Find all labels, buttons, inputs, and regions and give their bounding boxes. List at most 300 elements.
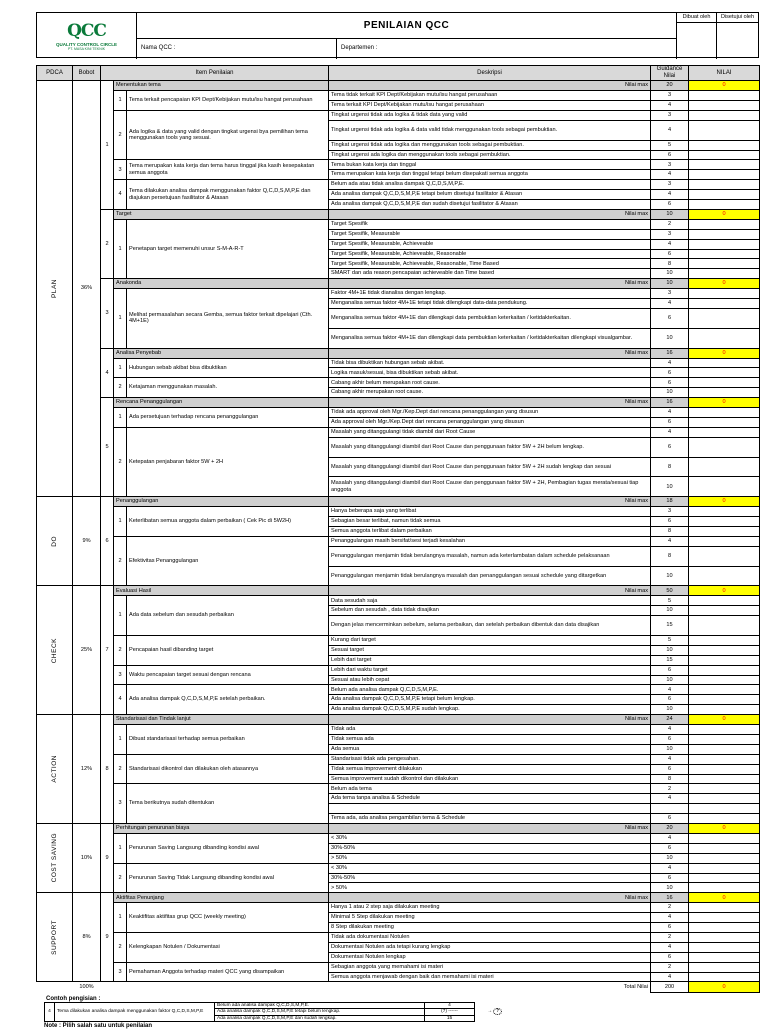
nilai-cell[interactable] — [689, 308, 760, 328]
description-cell: Semua anggota menjawab dengan baik dan memahami isi materi — [329, 972, 651, 982]
description-cell: Ada analisa dampak Q,C,D,S,M,P,E dan sudah disetujui fasilitator & Atasan — [329, 199, 651, 209]
signature-dibuat[interactable] — [676, 13, 716, 59]
item-number: 1 — [114, 507, 127, 537]
bobot-cell: 10% — [73, 823, 101, 892]
topic-row — [37, 715, 760, 725]
description-cell: Target Spesifik, Measurable, Achieveable — [329, 239, 651, 249]
guidance-cell: 3 — [651, 180, 689, 190]
nilai-cell[interactable] — [689, 507, 760, 517]
item-label: Tema dilakukan analisa dampak menggunakan faktor Q,C,D,S,M,P,E dan diajukan persetujuan fasilitator & Atasan — [127, 180, 329, 210]
nilai-cell[interactable] — [689, 199, 760, 209]
nilai-cell[interactable] — [689, 259, 760, 269]
item-label: Penurunan Saving Tidak Langsung dibanding kondisi awal — [127, 863, 329, 893]
topic-number: 9 — [101, 823, 114, 892]
guidance-cell: 4 — [651, 794, 689, 804]
guidance-cell: 6 — [651, 873, 689, 883]
description-cell: Tingkat urgensi ada logika dan menggunakan tools sebagai pembuktian. — [329, 150, 651, 160]
guidance-cell: 3 — [651, 229, 689, 239]
description-cell: > 50% — [329, 883, 651, 893]
description-cell: Belum ada tema — [329, 784, 651, 794]
description-cell: Tidak semua improvement dilakukan — [329, 764, 651, 774]
guidance-cell: 15 — [651, 655, 689, 665]
nilai-cell[interactable] — [689, 754, 760, 764]
nilai-cell[interactable] — [689, 219, 760, 229]
criteria-row — [37, 378, 760, 388]
guidance-cell: 6 — [651, 418, 689, 428]
item-number: 2 — [114, 635, 127, 665]
nilai-cell[interactable] — [689, 675, 760, 685]
description-cell: < 30% — [329, 863, 651, 873]
nilai-cell[interactable] — [689, 962, 760, 972]
nilai-cell[interactable] — [689, 517, 760, 527]
guidance-cell: 4 — [651, 913, 689, 923]
guidance-cell: 10 — [651, 883, 689, 893]
nilai-cell[interactable] — [689, 952, 760, 962]
nilai-cell[interactable] — [689, 408, 760, 418]
description-cell: Tema ada, ada analisa pengambilan tema & Schedule — [329, 814, 651, 824]
guidance-cell: 4 — [651, 408, 689, 418]
nilai-cell[interactable] — [689, 734, 760, 744]
description-cell: Tema tidak terkait KPI Dept/Kebijakan mutu/isu hangat perusahaan — [329, 91, 651, 101]
topic-row — [37, 823, 760, 833]
item-label: Melihat permasalahan secara Gemba, semua faktor terkait dipelajari (Cth. 4M+1E) — [127, 289, 329, 348]
topic-number: 6 — [101, 497, 114, 586]
guidance-cell: 6 — [651, 150, 689, 160]
item-number: 1 — [114, 833, 127, 863]
guidance-cell: 15 — [651, 616, 689, 636]
nilai-cell[interactable] — [689, 190, 760, 200]
nilai-cell[interactable] — [689, 427, 760, 437]
nilai-cell[interactable] — [689, 784, 760, 794]
nilai-cell[interactable] — [689, 972, 760, 982]
item-label: Ketepatan penjabaran faktor 5W + 2H — [127, 427, 329, 496]
nilai-cell[interactable] — [689, 645, 760, 655]
nilai-cell[interactable] — [689, 358, 760, 368]
guidance-cell: 6 — [651, 199, 689, 209]
nilai-cell[interactable] — [689, 932, 760, 942]
contoh-pointer-value: 7 — [493, 1008, 502, 1015]
nilai-input[interactable]: 0 — [689, 279, 760, 289]
nilai-cell[interactable] — [689, 91, 760, 101]
nilai-cell[interactable] — [689, 378, 760, 388]
nilai-cell[interactable] — [689, 596, 760, 606]
nilai-cell[interactable] — [689, 239, 760, 249]
topic-number: 9 — [101, 893, 114, 982]
item-number: 2 — [114, 378, 127, 398]
total-max: 200 — [651, 982, 689, 993]
description-cell: Ada analisa dampak Q,C,D,S,M,P,E tetapi belum disetujui fasilitator & Atasan — [329, 190, 651, 200]
guidance-cell: 6 — [651, 843, 689, 853]
col-bobot: Bobot — [73, 66, 101, 81]
assessment-table — [36, 65, 760, 993]
criteria-row — [37, 903, 760, 913]
guidance-cell: 8 — [651, 259, 689, 269]
company-logo — [37, 13, 137, 59]
criteria-row — [37, 685, 760, 695]
guidance-cell: 2 — [651, 219, 689, 229]
guidance-cell: 8 — [651, 457, 689, 477]
item-number: 2 — [114, 754, 127, 784]
arrow-right-icon: → — [487, 1009, 493, 1015]
pdca-cell — [37, 586, 73, 715]
nilai-cell[interactable] — [689, 883, 760, 893]
nilai-max-value: 20 — [651, 823, 689, 833]
disetujui-oleh-label: Disetujui oleh — [717, 13, 758, 23]
item-label: Tema berikutnya sudah ditentukan — [127, 784, 329, 824]
guidance-cell: 2 — [651, 932, 689, 942]
nilai-cell[interactable] — [689, 249, 760, 259]
nilai-cell[interactable] — [689, 913, 760, 923]
guidance-cell: 4 — [651, 942, 689, 952]
nilai-cell[interactable] — [689, 140, 760, 150]
nilai-cell[interactable] — [689, 566, 760, 586]
description-cell: Masalah yang ditanggulangi tidak diambil dari Root Cause — [329, 427, 651, 437]
nilai-cell[interactable] — [689, 170, 760, 180]
description-cell: Faktor 4M+1E tidak dianalisa dengan lengkap. — [329, 289, 651, 299]
description-cell: Target Spesifik — [329, 219, 651, 229]
topic-title: Standarisasi dan Tindak lanjut — [114, 715, 329, 725]
nilai-max-label: Nilai max — [329, 893, 651, 903]
topic-row — [37, 893, 760, 903]
nilai-input[interactable]: 0 — [689, 893, 760, 903]
item-label: Ada logika & data yang valid dengan tingkat urgensi bya pemilihan tema menggunakan tools yang sesuai. — [127, 110, 329, 159]
nilai-cell[interactable] — [689, 744, 760, 754]
description-cell: Target Spesifik, Measurable, Achieveable, Reasonable — [329, 249, 651, 259]
col-guidance: Guidance Nilai — [651, 66, 689, 81]
nilai-cell[interactable] — [689, 101, 760, 111]
guidance-cell: 6 — [651, 517, 689, 527]
guidance-cell: 8 — [651, 546, 689, 566]
nilai-cell[interactable] — [689, 764, 760, 774]
nilai-input[interactable]: 0 — [689, 209, 760, 219]
item-number: 1 — [114, 408, 127, 428]
departemen-field[interactable]: Departemen : — [341, 45, 378, 51]
description-cell: Target Spesifik, Measurable — [329, 229, 651, 239]
description-cell: Sesuai target — [329, 645, 651, 655]
guidance-cell: 4 — [651, 190, 689, 200]
total-nilai[interactable]: 0 — [689, 982, 760, 993]
description-cell: > 50% — [329, 853, 651, 863]
pdca-cell — [37, 893, 73, 982]
description-cell: Belum ada analisa dampak Q,C,D,S,M,P,E. — [329, 685, 651, 695]
description-cell: Belum ada atau tidak analisa dampak Q,C,D,S,M,P,E. — [329, 180, 651, 190]
topic-number: 7 — [101, 586, 114, 715]
criteria-row — [37, 932, 760, 942]
description-cell: Data sesudah saja — [329, 596, 651, 606]
description-cell: Penanggulangan menjamin tidak berulangnya masalah, namun ada keterlambatan dalam schedule pelaksanaan — [329, 546, 651, 566]
nilai-cell[interactable] — [689, 606, 760, 616]
criteria-row — [37, 596, 760, 606]
item-label: Tema merupakan kata kerja dan tema harus tinggal jika kasih kesepakatan semua anggota — [127, 160, 329, 180]
contoh-desc-2: Ada analisa dampak Q,C,D,S,M,P,E tetapi belum lengkap. — [215, 1009, 425, 1015]
criteria-row — [37, 180, 760, 190]
guidance-cell: 6 — [651, 249, 689, 259]
nilai-input[interactable]: 0 — [689, 715, 760, 725]
col-nilai: NILAI — [689, 66, 760, 81]
description-cell: Penanggulangan masih bersifat/sesi terjadi kesalahan — [329, 536, 651, 546]
description-cell: Cabang akhir belum merupakan root cause. — [329, 378, 651, 388]
nilai-cell[interactable] — [689, 368, 760, 378]
description-cell: Tidak ada approval oleh Mgr./Kep.Dept dari rencana penanggulangan yang disusun — [329, 408, 651, 418]
guidance-cell: 3 — [651, 289, 689, 299]
description-cell: Masalah yang ditanggulangi diambil dari Root Cause dan penggunaan faktor 5W + 2H sudah lengkap dan sesuai — [329, 457, 651, 477]
nilai-cell[interactable] — [689, 289, 760, 299]
nilai-cell[interactable] — [689, 477, 760, 497]
nilai-cell[interactable] — [689, 299, 760, 309]
item-label: Kelengkapan Notulen / Dokumentasi — [127, 932, 329, 962]
dibuat-oleh-label: Dibuat oleh — [677, 13, 716, 23]
criteria-row — [37, 160, 760, 170]
total-label: Total Nilai — [623, 984, 648, 991]
nilai-input[interactable]: 0 — [689, 81, 760, 91]
guidance-cell: 10 — [651, 705, 689, 715]
guidance-cell: 2 — [651, 784, 689, 794]
item-label: Ada analisa dampak Q,C,D,S,M,P,E setelah perbaikan. — [127, 685, 329, 715]
item-label: Efektivitas Penanggulangan — [127, 536, 329, 585]
item-label: Waktu pencapaian target sesuai dengan rencana — [127, 665, 329, 685]
topic-title: Anakonda — [114, 279, 329, 289]
description-cell: Lebih dari target — [329, 655, 651, 665]
item-label: Hubungan sebab akibat bisa dibuktikan — [127, 358, 329, 378]
description-cell: Tidak semua ada — [329, 734, 651, 744]
nilai-cell[interactable] — [689, 180, 760, 190]
topic-number: 8 — [101, 715, 114, 824]
nilai-cell[interactable] — [689, 814, 760, 824]
nilai-cell[interactable] — [689, 942, 760, 952]
nilai-max-label: Nilai max — [329, 823, 651, 833]
guidance-cell: 4 — [651, 120, 689, 140]
nilai-max-value: 16 — [651, 348, 689, 358]
guidance-cell: 3 — [651, 110, 689, 120]
guidance-cell: 6 — [651, 665, 689, 675]
description-cell: Minimal 5 Step dilakukan meeting — [329, 913, 651, 923]
guidance-cell: 6 — [651, 764, 689, 774]
guidance-cell: 8 — [651, 526, 689, 536]
pdca-label: DO — [50, 535, 58, 547]
description-cell: Penanggulangan menjamin tidak berulangnya masalah dan penanggulangan sesuai schedule yang ditargetkan — [329, 566, 651, 586]
nilai-input[interactable]: 0 — [689, 348, 760, 358]
description-cell: Dengan jelas mencerminkan sebelum, selama perbaikan, dan setelah perbaikan dibentuk dan data disajikan — [329, 616, 651, 636]
nilai-cell[interactable] — [689, 110, 760, 120]
description-cell: Ada semua — [329, 744, 651, 754]
item-label: Keterlibatan semua anggota dalam perbaikan ( Cek Pic di 5W2H) — [127, 507, 329, 537]
description-cell: Tidak bisa dibuktikan hubungan sebab akibat. — [329, 358, 651, 368]
nilai-cell[interactable] — [689, 863, 760, 873]
guidance-cell: 4 — [651, 299, 689, 309]
contoh-guide-1: 4 — [425, 1003, 475, 1009]
item-label: Dibuat standarisasi terhadap semua perbaikan — [127, 725, 329, 755]
nilai-cell[interactable] — [689, 546, 760, 566]
description-cell: Semua anggota terlibat dalam perbaikan — [329, 526, 651, 536]
description-cell: Ada analisa dampak Q,C,D,S,M,P,E tetapi belum lengkap. — [329, 695, 651, 705]
contoh-guide-3: 15 — [425, 1015, 475, 1021]
item-label: Standarisasi dikontrol dan dilakukan oleh atasannya — [127, 754, 329, 784]
nilai-cell[interactable] — [689, 616, 760, 636]
guidance-cell: 6 — [651, 437, 689, 457]
nilai-max-label: Nilai max — [329, 279, 651, 289]
description-cell: Tingkat urgensi tidak ada logika dan menggunakan tools sebagai pembuktian. — [329, 140, 651, 150]
description-cell: Lebih dari waktu target — [329, 665, 651, 675]
guidance-cell: 6 — [651, 734, 689, 744]
bobot-cell: 9% — [73, 497, 101, 586]
nama-qcc-field[interactable]: Nama QCC : — [137, 39, 337, 59]
topic-title: Perhitungan penurunan biaya — [114, 823, 329, 833]
nilai-cell[interactable] — [689, 725, 760, 735]
bobot-cell: 36% — [73, 81, 101, 497]
description-cell: Sebelum dan sesudah , data tidak disajikan — [329, 606, 651, 616]
nilai-input[interactable]: 0 — [689, 398, 760, 408]
guidance-cell: 4 — [651, 358, 689, 368]
pdca-cell — [37, 497, 73, 586]
nilai-cell[interactable] — [689, 269, 760, 279]
nilai-max-label: Nilai max — [329, 586, 651, 596]
nilai-cell[interactable] — [689, 695, 760, 705]
description-cell: Menganalisa semua faktor 4M+1E dan dilengkapi data pembuktian keterkaitan / ketidakterkaitan dilengkapi visualgambar. — [329, 328, 651, 348]
nilai-input[interactable]: 0 — [689, 586, 760, 596]
description-cell: Masalah yang ditanggulangi diambil dari Root Cause dan penggunaan faktor 5W + 2H, Pembagian tugas merata/sesuai tiap anggota — [329, 477, 651, 497]
logo-mark: QCC — [67, 21, 106, 41]
nilai-cell[interactable] — [689, 705, 760, 715]
nilai-input[interactable]: 0 — [689, 497, 760, 507]
nilai-cell[interactable] — [689, 873, 760, 883]
nilai-cell[interactable] — [689, 150, 760, 160]
item-label: Tema terkait pencapaian KPI Dept/Kebijakan mutu/isu hangat perusahaan — [127, 91, 329, 111]
nilai-max-label: Nilai max — [329, 81, 651, 91]
contoh-pointer — [475, 1003, 515, 1021]
nilai-max-value: 24 — [651, 715, 689, 725]
topic-title: Menentukan tema — [114, 81, 329, 91]
note-text: Note : Pilih salah satu untuk penilaian — [44, 1022, 153, 1029]
guidance-cell: 2 — [651, 962, 689, 972]
criteria-row — [37, 358, 760, 368]
nilai-cell[interactable] — [689, 685, 760, 695]
page-title: PENILAIAN QCC — [137, 13, 676, 39]
item-number: 1 — [114, 725, 127, 755]
total-bobot: 100% — [79, 984, 94, 991]
description-cell: Ada tema tanpa analisa & Schedule — [329, 794, 651, 804]
contoh-guide-2: (7) ------ — [425, 1009, 475, 1015]
guidance-cell: 4 — [651, 427, 689, 437]
criteria-row — [37, 110, 760, 120]
item-number: 2 — [114, 863, 127, 893]
item-number: 1 — [114, 219, 127, 278]
topic-row — [37, 81, 760, 91]
nilai-cell[interactable] — [689, 388, 760, 398]
nilai-max-value: 10 — [651, 209, 689, 219]
topic-number: 3 — [101, 279, 114, 348]
guidance-cell: 10 — [651, 853, 689, 863]
guidance-cell: 3 — [651, 160, 689, 170]
assessment-body — [37, 81, 760, 982]
guidance-cell: 6 — [651, 308, 689, 328]
description-cell: 30%-50% — [329, 873, 651, 883]
guidance-cell: 4 — [651, 833, 689, 843]
description-cell: Logika masuk/sesuai, bisa dibuktikan sebab akibat. — [329, 368, 651, 378]
item-number: 2 — [114, 932, 127, 962]
guidance-cell: 4 — [651, 101, 689, 111]
signature-disetujui[interactable] — [716, 13, 758, 59]
description-cell: Ada analisa dampak Q,C,D,S,M,P,E sudah lengkap. — [329, 705, 651, 715]
pdca-label: COST SAVING — [50, 833, 58, 883]
nilai-cell[interactable] — [689, 655, 760, 665]
description-cell: Tingkat urgensi tidak ada logika & data valid tidak menggunakan tools sebagai pembuktian. — [329, 120, 651, 140]
col-item: Item Penilaian — [101, 66, 329, 81]
description-cell: Menganalisa semua faktor 4M+1E dan dilengkapi data pembuktian keterkaitan / ketidakterkaitan. — [329, 308, 651, 328]
nilai-cell[interactable] — [689, 843, 760, 853]
criteria-row — [37, 289, 760, 299]
bobot-cell: 25% — [73, 586, 101, 715]
criteria-row — [37, 863, 760, 873]
criteria-row — [37, 833, 760, 843]
nilai-cell[interactable] — [689, 437, 760, 457]
description-cell: Semua improvement sudah dikontrol dan dilakukan — [329, 774, 651, 784]
description-cell: Tema bukan kata kerja dan tinggal — [329, 160, 651, 170]
topic-row — [37, 209, 760, 219]
nilai-cell[interactable] — [689, 923, 760, 933]
nilai-cell[interactable] — [689, 536, 760, 546]
contoh-desc-3: Ada analisa dampak Q,C,D,S,M,P,E dan sudah lengkap. — [215, 1015, 425, 1021]
topic-row — [37, 586, 760, 596]
nilai-cell[interactable] — [689, 794, 760, 804]
item-label: Penetapan target memenuhi unsur S-M-A-R-T — [127, 219, 329, 278]
nilai-max-value: 20 — [651, 81, 689, 91]
nilai-cell[interactable] — [689, 418, 760, 428]
nilai-max-value: 16 — [651, 893, 689, 903]
nilai-cell[interactable] — [689, 328, 760, 348]
pdca-label: SUPPORT — [50, 919, 58, 955]
nilai-cell[interactable] — [689, 804, 760, 814]
criteria-row — [37, 635, 760, 645]
guidance-cell: 10 — [651, 744, 689, 754]
nilai-cell[interactable] — [689, 635, 760, 645]
nilai-cell[interactable] — [689, 903, 760, 913]
nilai-cell[interactable] — [689, 160, 760, 170]
nilai-cell[interactable] — [689, 774, 760, 784]
nilai-cell[interactable] — [689, 229, 760, 239]
qcc-form — [36, 12, 759, 1029]
nilai-cell[interactable] — [689, 120, 760, 140]
nilai-cell[interactable] — [689, 457, 760, 477]
bobot-cell: 8% — [73, 893, 101, 982]
logo-subtitle: QUALITY CONTROL CIRCLE — [55, 42, 118, 47]
nilai-cell[interactable] — [689, 665, 760, 675]
guidance-cell: 10 — [651, 269, 689, 279]
guidance-cell: 5 — [651, 596, 689, 606]
criteria-row — [37, 536, 760, 546]
guidance-cell: 3 — [651, 91, 689, 101]
criteria-row — [37, 754, 760, 764]
contoh-label: Tema dilakukan analisa dampak menggunakan faktor Q,C,D,S,M,P,E — [55, 1003, 215, 1021]
item-label: Ketajaman menggunakan masalah. — [127, 378, 329, 398]
criteria-row — [37, 725, 760, 735]
item-number: 3 — [114, 160, 127, 180]
nilai-cell[interactable] — [689, 526, 760, 536]
guidance-cell: 10 — [651, 606, 689, 616]
criteria-row — [37, 427, 760, 437]
item-number: 2 — [114, 427, 127, 496]
item-number: 4 — [114, 180, 127, 210]
nilai-input[interactable]: 0 — [689, 823, 760, 833]
nilai-cell[interactable] — [689, 853, 760, 863]
criteria-row — [37, 507, 760, 517]
criteria-row — [37, 962, 760, 972]
nilai-cell[interactable] — [689, 833, 760, 843]
topic-title: Aktifitas Penunjang — [114, 893, 329, 903]
nilai-max-label: Nilai max — [329, 497, 651, 507]
nilai-max-label: Nilai max — [329, 398, 651, 408]
guidance-cell: 10 — [651, 566, 689, 586]
contoh-no: 4 — [45, 1003, 55, 1021]
